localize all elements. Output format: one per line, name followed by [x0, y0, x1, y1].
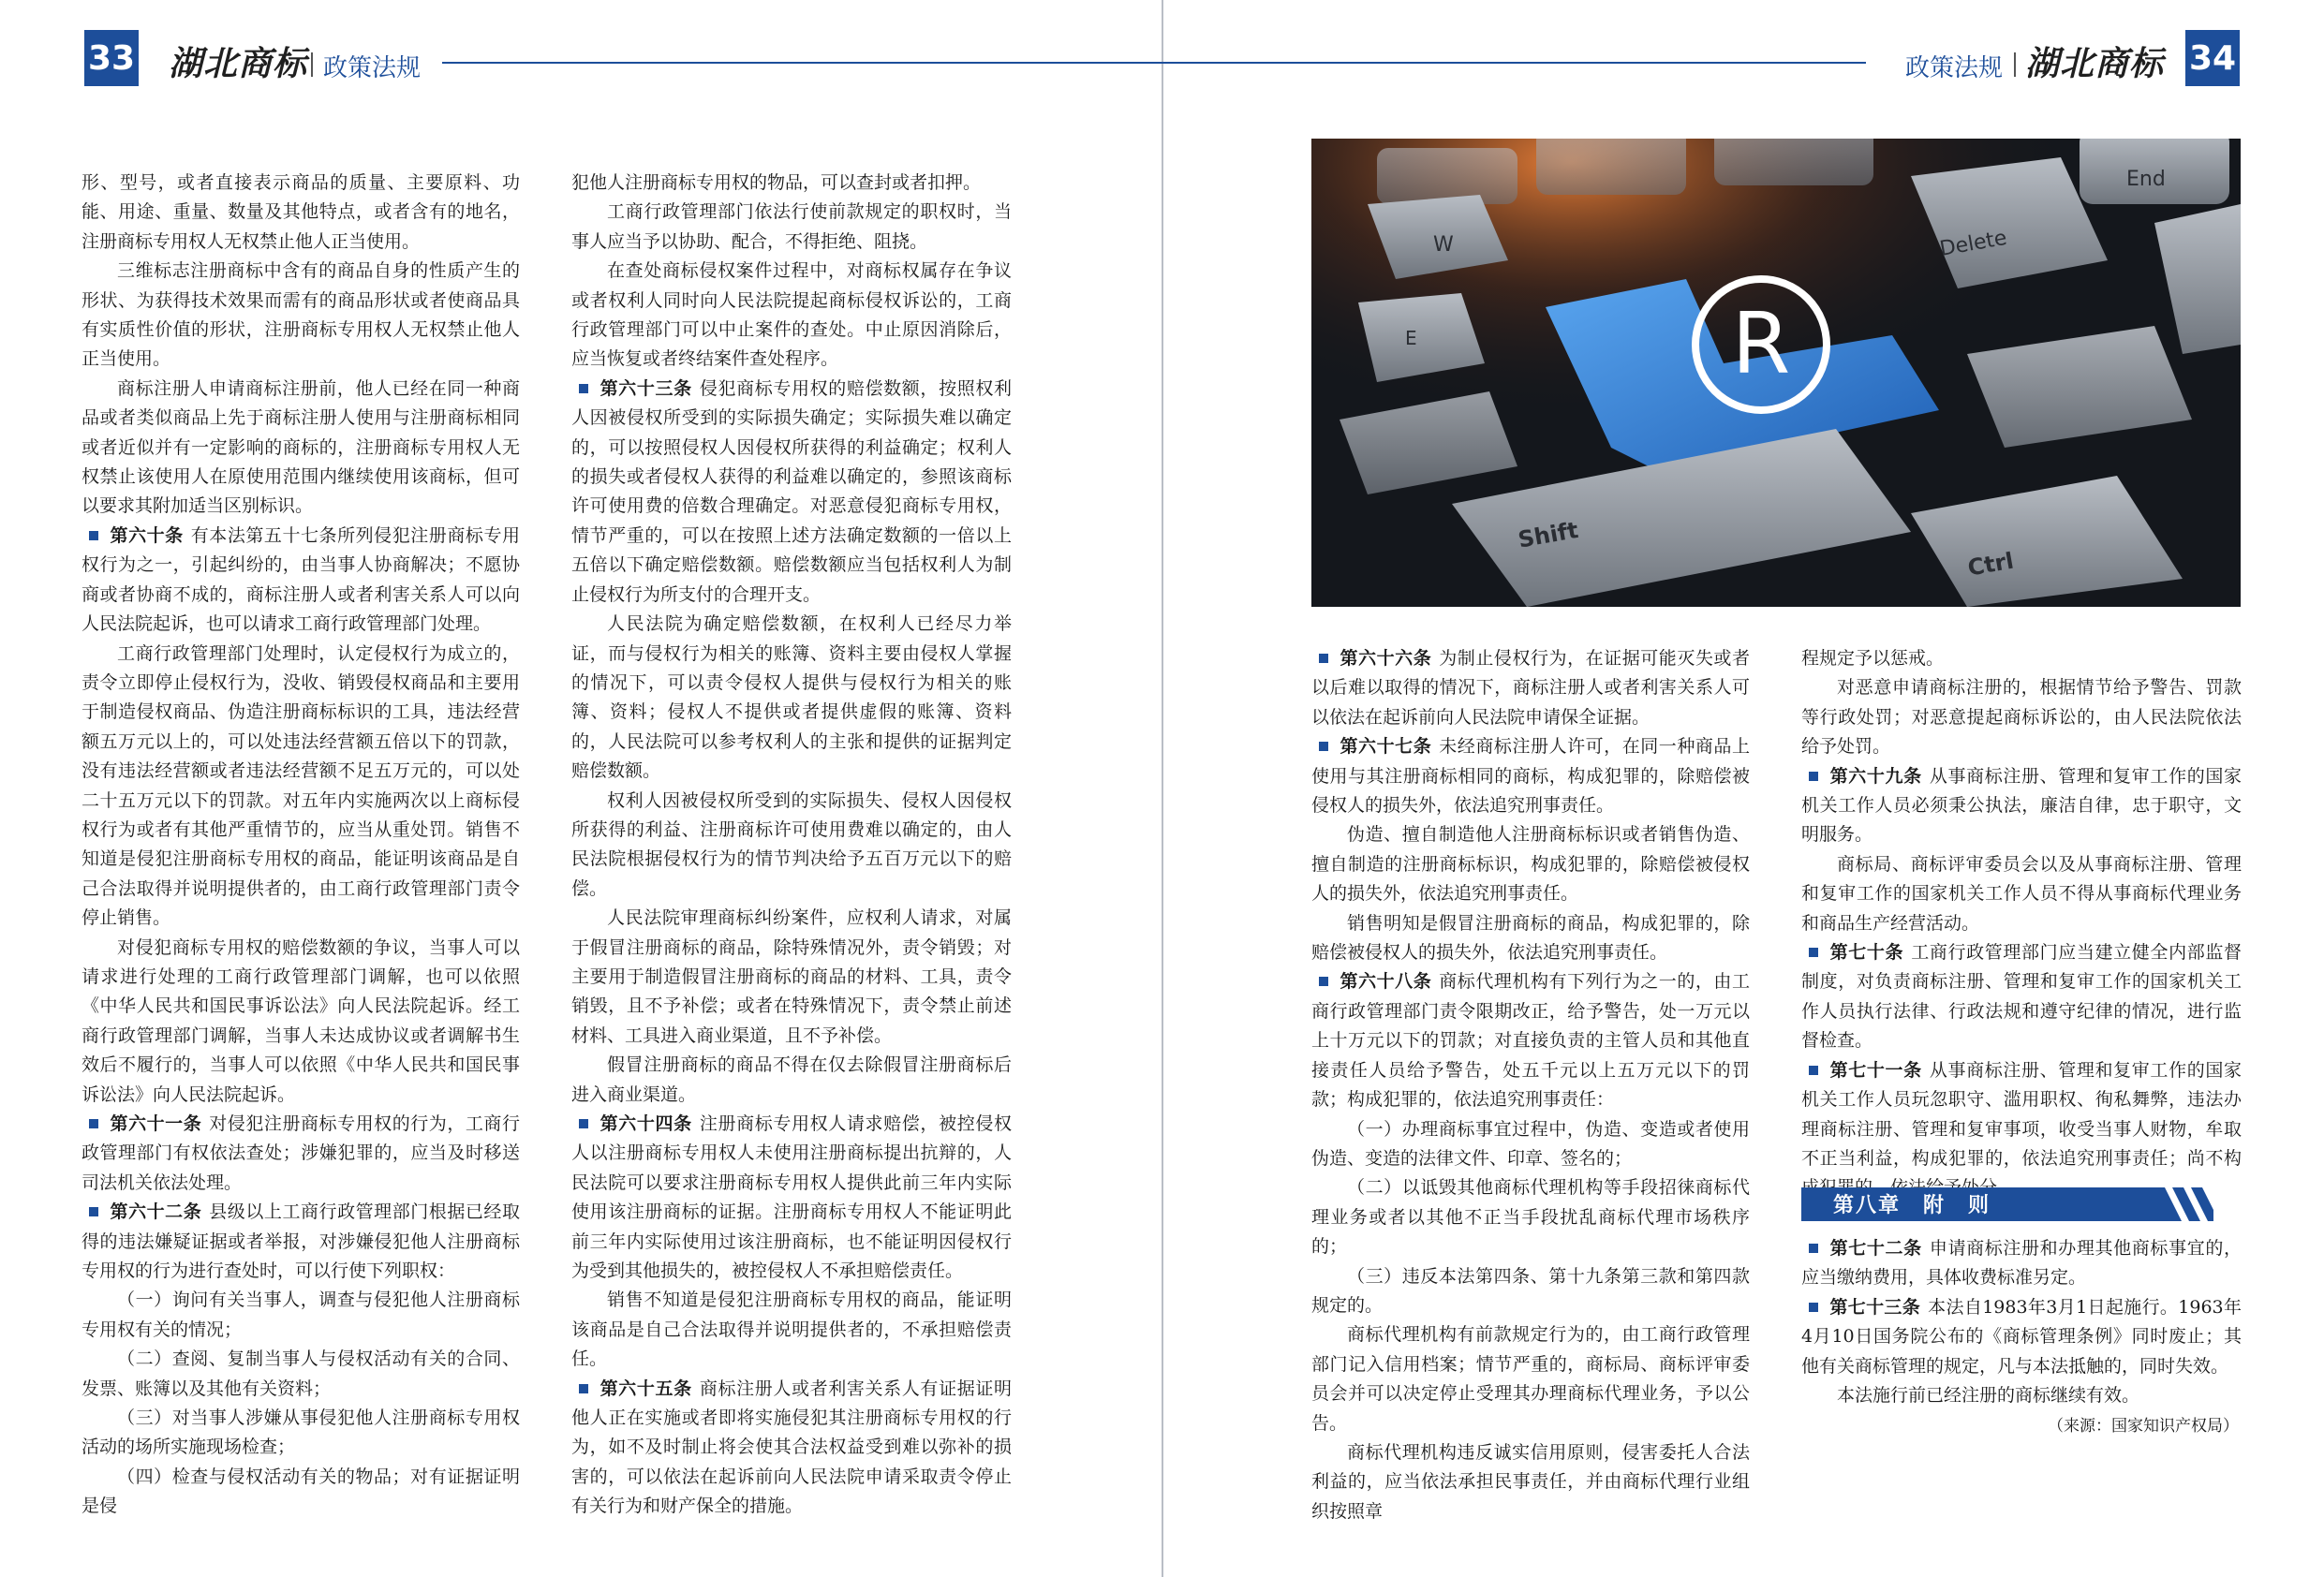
article-text: 商标代理机构有下列行为之一的，由工商行政管理部门责令限期改正，给予警告，处一万元以上十万元以下的罚款；对直接负责的主管人员和其他直接责任人员给予警告，处五千元以上五万元以下的罚款；构成犯罪的，依法追究刑事责任： [1311, 971, 1750, 1111]
bullet-square-icon [1319, 742, 1328, 751]
left-header-divider [311, 52, 313, 77]
key-label-w: W [1433, 233, 1454, 257]
law-article [1311, 967, 1750, 1114]
article-number: 第七十条 [1829, 942, 1904, 964]
chapter-banner [1801, 1187, 2213, 1221]
law-article [81, 1198, 520, 1286]
article-number: 第六十三条 [600, 377, 692, 399]
article-text: 从事商标注册、管理和复审工作的国家机关工作人员玩忽职守、滥用职权、徇私舞弊，违法办理商标注册、管理和复审事项，收受当事人财物，牟取不正当利益，构成犯罪的，依法追究刑事责任；尚不构 [1801, 1059, 2242, 1169]
article-number: 第六十四条 [600, 1113, 692, 1134]
bullet-square-icon [89, 531, 98, 540]
article-number: 第六十八条 [1340, 971, 1432, 993]
law-article [1801, 762, 2242, 850]
bullet-square-icon [89, 1207, 98, 1216]
paragraph: 对侵犯商标专用权的赔偿数额的争议，当事人可以请求进行处理的工商行政管理部门调解，也可以依照《中华人民共和国民事诉讼法》向人民法院起诉。经工商行政管理部门调解，当事人未达成协议或者调解书生效后不履行的，当事人可以依照《中华人民共和国民事诉讼法》向人民法院起诉。 [81, 936, 520, 1105]
keyboard-illustration [1311, 139, 2241, 607]
paragraph: （二）以诋毁其他商标代理机构等手段招徕商标代理业务或者以其他不正当手段扰乱商标代理市场秩序的； [1311, 1177, 1750, 1258]
left-section-label: 政策法规 [323, 54, 422, 82]
paragraph: 伪造、擅自制造他人注册商标标识或者销售伪造、擅自制造的注册商标标识，构成犯罪的，除赔偿被侵权人的损失外，依法追究刑事责任。 [1311, 824, 1750, 905]
law-article [1801, 938, 2242, 1056]
paragraph: 商标代理机构违反诚实信用原则，侵害委托人合法利益的，应当依法承担民事责任，并由商标代理行业组织按照章 [1311, 1441, 1750, 1522]
right-page-column-1 [1311, 644, 1750, 1526]
key-top-1 [1377, 148, 1517, 204]
paragraph: 形、型号，或者直接表示商品的质量、主要原料、功能、用途、重量、数量及其他特点，或者含有的地名，注册商标专用权人无权禁止他人正当使用。 [81, 172, 520, 252]
law-article [571, 1375, 1012, 1522]
paragraph: 假冒注册商标的商品不得在仅去除假冒注册商标后进入商业渠道。 [571, 1054, 1012, 1105]
law-article [1801, 1056, 2242, 1203]
bullet-square-icon [1809, 948, 1818, 957]
paragraph: 销售明知是假冒注册商标的商品，构成犯罪的，除赔偿被侵权人的损失外，依法追究刑事责任。 [1311, 912, 1750, 964]
source-credit: （来源：国家知识产权局） [2048, 1417, 2239, 1436]
article-number: 第六十一条 [110, 1113, 202, 1134]
paragraph: 商标局、商标评审委员会以及从事商标注册、管理和复审工作的国家机关工作人员不得从事商标代理业务和商品生产经营活动。 [1801, 853, 2242, 934]
right-section-label: 政策法规 [1905, 54, 2004, 82]
paragraph: 人民法院审理商标纠纷案件，应权利人请求，对属于假冒注册商标的商品，除特殊情况外，责令销毁；对主要用于制造假冒注册商标的商品的材料、工具，责令销毁，且不予补偿；或者在特殊情况下，责令禁止前述材料、工具进入商业渠道，且不予补偿。 [571, 907, 1012, 1046]
article-number: 第七十三条 [1829, 1296, 1921, 1318]
law-article [1311, 644, 1750, 732]
law-article [81, 1110, 520, 1198]
key-label-shift: Shift [1516, 516, 1580, 553]
right-page-number: 34 [2185, 30, 2240, 86]
paragraph: （二）查阅、复制当事人与侵权活动有关的合同、发票、账簿以及其他有关资料； [81, 1349, 520, 1399]
article-text: 商标注册人或者利害关系人有证据证明他人正在实施或者即将实施侵犯其注册商标专用权的行为，如不及时制止将会使其合法权益受到难以弥补的损害的，可以依法在起诉前向人民法院申请采取责令停止有关行为和财产保全的措施。 [571, 1378, 1012, 1517]
chapter-banner-stripes [2148, 1187, 2213, 1221]
article-text: 申请商标注册和办理其他商标事宜的，应当缴纳费用，具体收费标准另定。 [1801, 1238, 2242, 1289]
key-label-e: E [1405, 327, 1417, 349]
article-text: 工商行政管理部门应当建立健全内部监督制度，对负责商标注册、管理和复审工作的国家机关工作人员执行法律、行政法规和遵守纪律的情况，进行监督检查。 [1801, 942, 2242, 1052]
paragraph: （三）对当事人涉嫌从事侵犯他人注册商标专用权活动的场所实施现场检查； [81, 1408, 520, 1458]
paragraph: 销售不知道是侵犯注册商标专用权的商品，能证明该商品是自己合法取得并说明提供者的，不承担赔偿责任。 [571, 1290, 1012, 1370]
article-number: 第六十七条 [1340, 736, 1432, 758]
article-text: 有本法第五十七条所列侵犯注册商标专用权行为之一，引起纠纷的，由当事人协商解决；不愿协商或者协商不成的，商标注册人或者利害关系人可以向人民法院起诉，也可以请求工商行政管理部门处理。 [81, 524, 520, 635]
paragraph: （四）检查与侵权活动有关的物品；对有证据证明是侵 [81, 1466, 520, 1517]
paragraph: 对恶意申请商标注册的，根据情节给予警告、罚款等行政处罚；对恶意提起商标诉讼的，由人民法院依法给予处罚。 [1801, 677, 2242, 758]
paragraph: 在查处商标侵权案件过程中，对商标权属存在争议或者权利人同时向人民法院提起商标侵权诉讼的，工商行政管理部门可以中止案件的查处。中止原因消除后，应当恢复或者终结案件查处程序。 [571, 260, 1012, 370]
right-header-divider [2014, 52, 2016, 77]
right-logo: 湖北商标 [2025, 44, 2165, 83]
law-article [571, 375, 1012, 610]
paragraph: 商标注册人申请商标注册前，他人已经在同一种商品或者类似商品上先于商标注册人使用与注册商标相同或者近似并有一定影响的商标的，注册商标专用权人无权禁止该使用人在原使用范围内继续使用该商标，但可以要求其附加适当区别标识。 [81, 377, 520, 517]
left-page-column-2 [571, 169, 1012, 1522]
paragraph: （一）办理商标事宜过程中，伪造、变造或者使用伪造、变造的法律文件、印章、签名的； [1311, 1118, 1750, 1169]
article-text: 县级以上工商行政管理部门根据已经取得的违法嫌疑证据或者举报，对涉嫌侵犯他人注册商标专用权的行为进行查处时，可以行使下列职权： [81, 1201, 520, 1282]
page-spine [1162, 0, 1163, 1577]
key-top-3 [1714, 139, 1873, 185]
left-logo: 湖北商标 [169, 44, 308, 83]
left-page-number: 33 [84, 30, 139, 86]
key-top-2 [1536, 139, 1686, 195]
paragraph: 商标代理机构有前款规定行为的，由工商行政管理部门记入信用档案；情节严重的，商标局、商标评审委员会并可以决定停止受理其办理商标代理业务，予以公告。 [1311, 1324, 1750, 1434]
bullet-square-icon [89, 1119, 98, 1128]
article-number: 第六十二条 [110, 1201, 202, 1223]
bullet-square-icon [579, 1384, 588, 1393]
paragraph: （三）违反本法第四条、第十九条第三款和第四款规定的。 [1311, 1265, 1750, 1316]
paragraph: 本法施行前已经注册的商标继续有效。 [1837, 1385, 2140, 1407]
bullet-square-icon [1809, 1066, 1818, 1075]
law-article [571, 1110, 1012, 1286]
article-number: 第六十五条 [600, 1378, 692, 1399]
bullet-square-icon [1319, 654, 1328, 663]
right-page-column-2 [1801, 644, 2242, 1203]
law-article [81, 522, 520, 640]
paragraph: 程规定予以惩戒。 [1801, 648, 1945, 669]
article-number: 第六十六条 [1340, 648, 1432, 669]
law-article [1801, 1234, 2242, 1293]
article-text: 本法自1983年3月1日起施行。1963年4月10日国务院公布的《商标管理条例》同时废止；其他有关商标管理的规定，凡与本法抵触的，同时失效。 [1801, 1296, 2242, 1377]
paragraph: 三维标志注册商标中含有的商品自身的性质产生的形状、为获得技术效果而需有的商品形状或者使商品具有实质性价值的形状，注册商标专用权人无权禁止他人正当使用。 [81, 260, 520, 370]
bullet-square-icon [1809, 772, 1818, 781]
article-number: 第七十一条 [1829, 1059, 1922, 1081]
article-number: 第七十二条 [1829, 1238, 1922, 1259]
key-label-end: End [2126, 168, 2166, 191]
registered-symbol: R [1731, 295, 1791, 393]
key-label-delete: Delete [1937, 226, 2009, 261]
law-article [1311, 732, 1750, 820]
keyboard-photo [1311, 139, 2241, 607]
bullet-square-icon [1809, 1244, 1818, 1253]
paragraph: 人民法院为确定赔偿数额，在权利人已经尽力举证，而与侵权行为相关的账簿、资料主要由侵权人掌握的情况下，可以责令侵权人提供与侵权行为相关的账簿、资料；侵权人不提供或者提供虚假的账簿、资料的，人民法院可以参考权利人的主张和提供的证据判定赔偿数额。 [571, 613, 1012, 782]
paragraph: （一）询问有关当事人，调查与侵犯他人注册商标专用权有关的情况； [81, 1290, 520, 1340]
article-text: 注册商标专用权人请求赔偿，被控侵权人以注册商标专用权人未使用注册商标提出抗辩的，人民法院可以要求注册商标专用权人提供此前三年内实际使用该注册商标的证据。注册商标专用权人不能证明此前三年内实际使用过该注册商标，也不能证明因侵权行为受到其他损失的，被控侵权人不承担赔偿责任。 [571, 1113, 1012, 1282]
bullet-square-icon [1319, 977, 1328, 986]
article-text: 侵犯商标专用权的赔偿数额，按照权利人因被侵权所受到的实际损失确定；实际损失难以确定的，可以按照侵权人因侵权所获得的利益确定；权利人的损失或者侵权人获得的利益难以确定的，参照该商标许可使用费的倍数合理确定。对恶意侵犯商标专用权，情节严重的，可以在按照上述方法确定数额的一倍以上五倍以下确定赔偿数额。赔偿数额应当包括权利人为制止侵权行为所支付的合理开支。 [571, 377, 1012, 605]
article-text: 对侵犯注册商标专用权的行为，工商行政管理部门有权依法查处；涉嫌犯罪的，应当及时移送司法机关依法处理。 [81, 1113, 520, 1193]
bullet-square-icon [579, 1119, 588, 1128]
left-page-column-1 [81, 169, 520, 1522]
article-number: 第六十九条 [1829, 765, 1922, 787]
bullet-square-icon [1809, 1303, 1818, 1312]
paragraph: 权利人因被侵权所受到的实际损失、侵权人因侵权所获得的利益、注册商标许可使用费难以确定的，由人民法院根据侵权行为的情节判决给予五百万元以下的赔偿。 [571, 789, 1012, 899]
chapter-title: 第八章 附 则 [1833, 1194, 1991, 1217]
right-page-column-2-continued [1801, 1234, 2242, 1410]
law-article [1801, 1293, 2242, 1381]
article-text: 为制止侵权行为，在证据可能灭失或者以后难以取得的情况下，商标注册人或者利害关系人可以依法在起诉前向人民法院申请保全证据。 [1311, 648, 1750, 728]
article-text: 未经商标注册人许可，在同一种商品上使用与其注册商标相同的商标，构成犯罪的，除赔偿被侵权人的损失外，依法追究刑事责任。 [1311, 736, 1750, 817]
article-number: 第六十条 [110, 524, 184, 546]
article-text: 从事商标注册、管理和复审工作的国家机关工作人员必须秉公执法，廉洁自律，忠于职守，文明服务。 [1801, 765, 2242, 846]
header-rule-left [442, 62, 1866, 64]
paragraph: 工商行政管理部门依法行使前款规定的职权时，当事人应当予以协助、配合，不得拒绝、阻挠。 [571, 201, 1012, 252]
paragraph: 犯他人注册商标专用权的物品，可以查封或者扣押。 [571, 172, 982, 193]
paragraph: 工商行政管理部门处理时，认定侵权行为成立的，责令立即停止侵权行为，没收、销毁侵权商品和主要用于制造侵权商品、伪造注册商标标识的工具，违法经营额五万元以上的，可以处违法经营额五倍以下的罚款，没有违法经营额或者违法经营额不足五万元的，可以处二十五万元以下的罚款。对五年内实施两次以上商标侵权行为或者有其他严重情节的，应当从重处罚。销售不知道是侵犯注册商标专用权的商品，能证明该商品是自己合法取得并说明提供者的，由工商行政管理部门责令停止销售。 [81, 642, 520, 929]
bullet-square-icon [579, 384, 588, 393]
key-label-ctrl: Ctrl [1965, 547, 2016, 582]
